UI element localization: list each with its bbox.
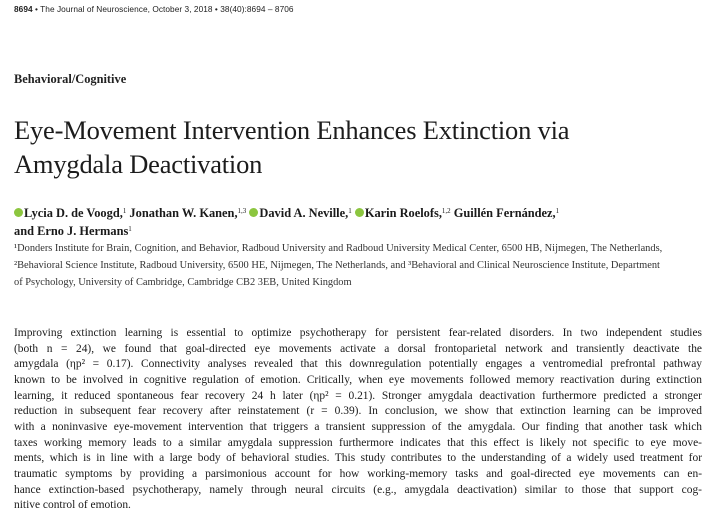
orcid-icon[interactable] (355, 208, 364, 217)
author-affiliation-mark: 1,3 (237, 207, 247, 215)
abstract-line: ments, which is in line with a large body of behavioral studies. This study contributes to the understanding of a widely used treatment for (14, 452, 702, 465)
title-line-2: Amygdala Deactivation (14, 149, 263, 179)
author-name: Guillén Fernández, (453, 206, 556, 220)
author-affiliation-mark: 1 (348, 207, 352, 215)
author-affiliation-mark: 1 (122, 207, 127, 215)
abstract-line: Improving extinction learning is essential to optimize psychotherapy for persistent fear-related disorders. In two independent studies (14, 327, 702, 339)
author[interactable] (454, 206, 559, 220)
orcid-icon[interactable] (249, 208, 258, 217)
author[interactable] (249, 206, 351, 220)
abstract-line: taxes working memory leads to a similar amygdala suppression furthermore indicates that this effect is likely not specific to eye move- (14, 436, 702, 449)
abstract-line: (both n = 24), we found that goal-directed eye movements activate a dorsal frontoparietal network and transiently deactivate the (14, 342, 702, 355)
abstract-line: reduction in subsequent fear recovery after reinstatement (r = 0.39). In conclusion, we show that extinction learning can be improved (14, 405, 702, 418)
author-affiliation-mark: 1,2 (441, 207, 451, 215)
affiliations (14, 240, 702, 291)
abstract-line: hance extinction-based psychotherapy, namely through neural circuits (e.g., amygdala deactivation) similar to those that support cog- (14, 483, 702, 496)
author-name: Jonathan W. Kanen, (129, 206, 238, 220)
abstract-line: known to be involved in cognitive regulation of emotion. Critically, when eye movements followed memory reactivation during extinction (14, 373, 702, 386)
author-list (14, 205, 704, 240)
author[interactable] (14, 206, 126, 220)
orcid-icon[interactable] (14, 208, 23, 217)
running-header (14, 4, 294, 14)
author-affiliation-mark: 1 (128, 224, 132, 233)
title-line-1: Eye-Movement Intervention Enhances Extinction via (14, 115, 570, 145)
author-name: and Erno J. Hermans (14, 223, 129, 238)
article-title (14, 113, 704, 181)
abstract-line: learning, it reduced spontaneous fear recovery 24 h later (ηp² = 0.21). Stronger amygdala deactivation furthermore predicted a stronger (14, 389, 702, 402)
abstract-line: with a noninvasive eye-movement intervention that triggers a transient suppression of the amygdala. Our finding that another task which (14, 420, 702, 433)
author-name: Karin Roelofs, (364, 206, 442, 220)
author[interactable] (129, 206, 246, 220)
affiliation-line: of Psychology, University of Cambridge, Cambridge CB2 3EB, United Kingdom (14, 277, 352, 288)
abstract (14, 326, 702, 514)
abstract-line: nitive control of emotion. (14, 499, 131, 512)
journal-citation: • The Journal of Neuroscience, October 3, 2018 • 38(40):8694 – 8706 (32, 4, 294, 14)
affiliation-line: ¹Donders Institute for Brain, Cognition, and Behavior, Radboud University and Radboud University Medical Center, 6500 HB, Nijmegen, The Netherlands, (14, 243, 663, 254)
author-name: David A. Neville, (259, 206, 349, 220)
author[interactable] (355, 206, 451, 220)
author-affiliation-mark: 1 (555, 207, 560, 215)
section-label: Behavioral/Cognitive (14, 72, 127, 86)
affiliation-line: ²Behavioral Science Institute, Radboud University, 6500 HE, Nijmegen, The Netherlands, and ³Behavioral and Clinical Neuroscience Institute, Department (14, 260, 660, 271)
author-name: Lycia D. de Voogd, (24, 206, 123, 220)
abstract-line: traumatic symptoms by providing a parsimonious account for how working-memory tasks and goal-directed eye movements can en- (14, 467, 702, 480)
author[interactable] (14, 224, 132, 238)
abstract-line: amygdala (ηp² = 0.17). Connectivity analyses revealed that this downregulation potentially engages a ventromedial prefrontal pathway (14, 358, 702, 371)
page-number: 8694 (14, 4, 33, 14)
